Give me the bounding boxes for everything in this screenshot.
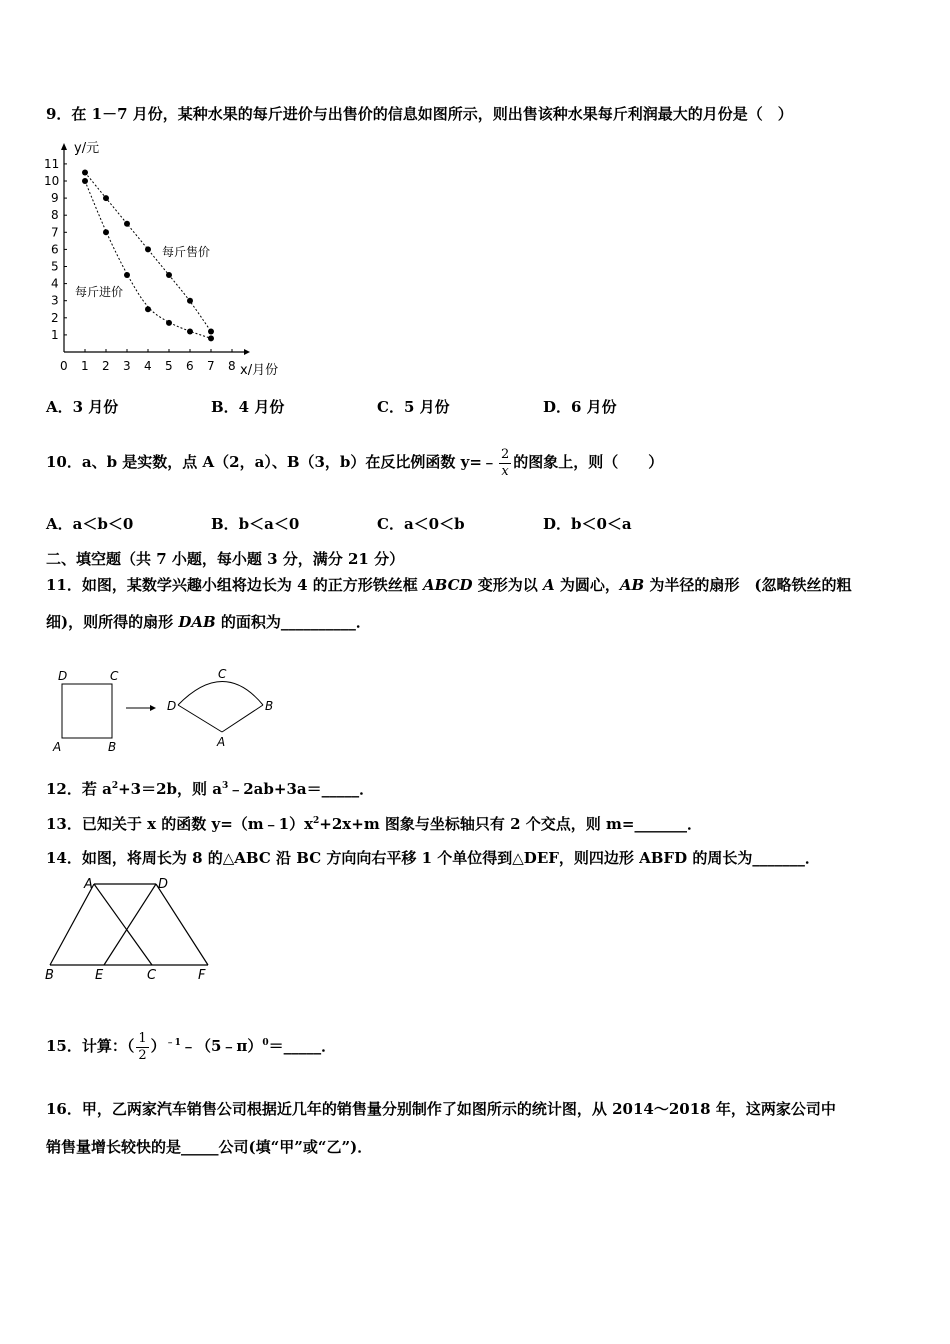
- data-point: [145, 306, 151, 312]
- q12-sup2: 3: [221, 781, 229, 791]
- q15-mid: ﹣（5﹣π）: [180, 1037, 263, 1055]
- q10-option-a[interactable]: A．a＜b＜0: [46, 515, 134, 533]
- data-point: [82, 169, 88, 175]
- data-point: [208, 328, 214, 334]
- q10-option-c[interactable]: C．a＜0＜b: [377, 515, 465, 533]
- q10-pre: 10．a、b 是实数，点 A（2，a）、B（3，b）在反比例函数 y=﹣: [46, 453, 497, 471]
- q9-option-d[interactable]: D．6 月份: [543, 398, 617, 416]
- x-tick-label: 0: [60, 359, 68, 373]
- q15-text: [46, 1018, 336, 1071]
- series-line-1: [85, 181, 211, 338]
- y-tick-label: 2: [51, 310, 59, 325]
- y-tick-label: 1: [51, 327, 59, 342]
- q9-option-c[interactable]: C．5 月份: [377, 398, 450, 416]
- y-tick-label: 10: [44, 174, 60, 188]
- fig14-label-b: B: [45, 968, 54, 982]
- x-tick-label: 5: [165, 359, 173, 373]
- x-tick-label: 3: [123, 359, 131, 373]
- q9-chart: [40, 140, 300, 380]
- q15-fraction: [136, 1031, 148, 1064]
- q16-line2: 销售量增长较快的是_____公司(填“甲”或“乙”)．: [46, 1138, 373, 1156]
- q10-text: [46, 438, 663, 486]
- data-point: [208, 335, 214, 341]
- q10-option-d[interactable]: D．b＜0＜a: [543, 515, 632, 533]
- y-tick-label: 8: [51, 208, 59, 223]
- data-point: [166, 320, 172, 326]
- x-tick-label: 6: [186, 359, 194, 373]
- fig14-label-a: A: [84, 877, 93, 892]
- q14-figure: [42, 872, 222, 982]
- q11-p5: 细)，则所得的扇形: [46, 613, 179, 631]
- segment-de: [104, 884, 156, 965]
- y-axis-arrow: [61, 143, 67, 150]
- q11-abcd: ABCD: [422, 576, 473, 594]
- fig14-label-f: F: [198, 968, 206, 982]
- x-axis-label: x/月份: [240, 363, 279, 378]
- segment-df: [156, 884, 208, 965]
- x-tick-label: 8: [228, 359, 236, 373]
- q12-p3: ﹣2ab+3a＝_____．: [228, 780, 375, 798]
- section-2-heading: 二、填空题（共 7 小题，每小题 3 分，满分 21 分）: [46, 550, 405, 568]
- data-point: [103, 229, 109, 235]
- sector-label-b: B: [265, 699, 274, 713]
- x-tick-label: 7: [207, 359, 215, 373]
- sector-label-a: A: [217, 735, 226, 749]
- x-tick-label: 4: [144, 359, 152, 373]
- y-axis-label: y/元: [74, 141, 100, 156]
- segment-ab: [50, 884, 94, 965]
- q13-sup1: 2: [313, 816, 320, 826]
- y-tick-label: 5: [51, 259, 59, 274]
- q14-text: 14．如图，将周长为 8 的△ABC 沿 BC 方向向右平移 1 个单位得到△DEF，则四边形 ABFD 的周长为_______．: [46, 849, 820, 867]
- sector-arc: [178, 682, 263, 706]
- q11-p3: 为圆心，: [554, 576, 620, 594]
- x-tick-label: 2: [102, 359, 110, 373]
- q11-ab: AB: [619, 576, 645, 594]
- x-axis-arrow: [244, 349, 250, 355]
- data-point: [103, 195, 109, 201]
- y-tick-label: 11: [44, 156, 60, 171]
- series-label-cost: 每斤进价: [75, 285, 124, 299]
- q11-p2: 变形为以: [472, 576, 543, 594]
- fig14-label-d: D: [158, 877, 169, 892]
- square-shape: [62, 684, 112, 738]
- x-tick-label: 1: [81, 359, 89, 373]
- series-label-sale: 每斤售价: [162, 245, 211, 259]
- fig14-label-c: C: [147, 968, 157, 982]
- q13-text: [46, 813, 702, 834]
- sector-label-d: D: [167, 699, 177, 713]
- label-b: B: [108, 740, 117, 754]
- q11-p4: 为半径的扇形 (忽略铁丝的粗: [644, 576, 852, 594]
- data-point: [187, 328, 193, 334]
- q10-fraction: [499, 447, 511, 480]
- y-tick-label: 6: [51, 242, 59, 257]
- data-point: [145, 246, 151, 252]
- label-d: D: [58, 669, 68, 683]
- data-point: [82, 178, 88, 184]
- q15-frac-den: 2: [138, 1047, 147, 1063]
- q13-p1: 13．已知关于 x 的函数 y=（m﹣1）x: [46, 815, 314, 833]
- q15-sup2: 0: [262, 1038, 269, 1048]
- q15-end: ＝_____．: [268, 1037, 337, 1055]
- q9-option-a[interactable]: A．3 月份: [46, 398, 119, 416]
- y-tick-label: 7: [51, 225, 59, 240]
- q11-p1: 11．如图，某数学兴趣小组将边长为 4 的正方形铁丝框: [46, 576, 423, 594]
- sector-radius-ab: [222, 705, 263, 732]
- q12-sup1: 2: [111, 781, 119, 791]
- q15-sup1: ﹣1: [165, 1038, 181, 1048]
- q12-p1: 12．若 a: [46, 780, 112, 798]
- q9-option-b[interactable]: B．4 月份: [211, 398, 285, 416]
- arrow-head-icon: [150, 705, 156, 711]
- y-tick-label: 4: [51, 276, 59, 291]
- q13-p2: +2x+m 图象与坐标轴只有 2 个交点，则 m=_______．: [319, 815, 702, 833]
- y-tick-label: 3: [51, 293, 59, 308]
- data-point: [187, 298, 193, 304]
- y-tick-label: 9: [51, 191, 59, 206]
- label-c: C: [110, 669, 119, 683]
- sector-label-c: C: [218, 667, 227, 681]
- q12-text: [46, 778, 374, 799]
- data-point: [124, 221, 130, 227]
- q11-a: A: [542, 576, 555, 594]
- q9-text: 9．在 1－7 月份，某种水果的每斤进价与出售价的信息如图所示，则出售该种水果每斤利润最大的月份是（ ）: [46, 105, 793, 123]
- q10-frac-num: 2: [500, 446, 510, 462]
- q15-frac-num: 1: [138, 1030, 147, 1046]
- q15-pre: 15．计算：（: [46, 1037, 135, 1055]
- chart-ticks: [44, 157, 236, 373]
- q11-line2: [46, 611, 371, 632]
- q12-p2: +3＝2b，则 a: [118, 780, 222, 798]
- q16-line1: 16．甲，乙两家汽车销售公司根据近几年的销售量分别制作了如图所示的统计图，从 2014～2018 年，这两家公司中: [46, 1100, 836, 1118]
- segment-ac: [94, 884, 152, 965]
- q11-line1: [46, 574, 852, 595]
- q15-post: ）: [150, 1037, 166, 1055]
- data-point: [166, 272, 172, 278]
- sector-radius-ad: [178, 705, 222, 732]
- q10-option-b[interactable]: B．b＜a＜0: [211, 515, 300, 533]
- q11-dab: DAB: [178, 613, 216, 631]
- chart-axes: [61, 143, 250, 355]
- q11-p6: 的面积为__________．: [215, 613, 371, 631]
- data-point: [124, 272, 130, 278]
- q10-frac-den: x: [501, 463, 509, 479]
- label-a: A: [53, 740, 62, 754]
- q10-post: 的图象上，则（ ）: [513, 453, 664, 471]
- fig14-label-e: E: [95, 968, 104, 982]
- q11-figure: [46, 664, 296, 759]
